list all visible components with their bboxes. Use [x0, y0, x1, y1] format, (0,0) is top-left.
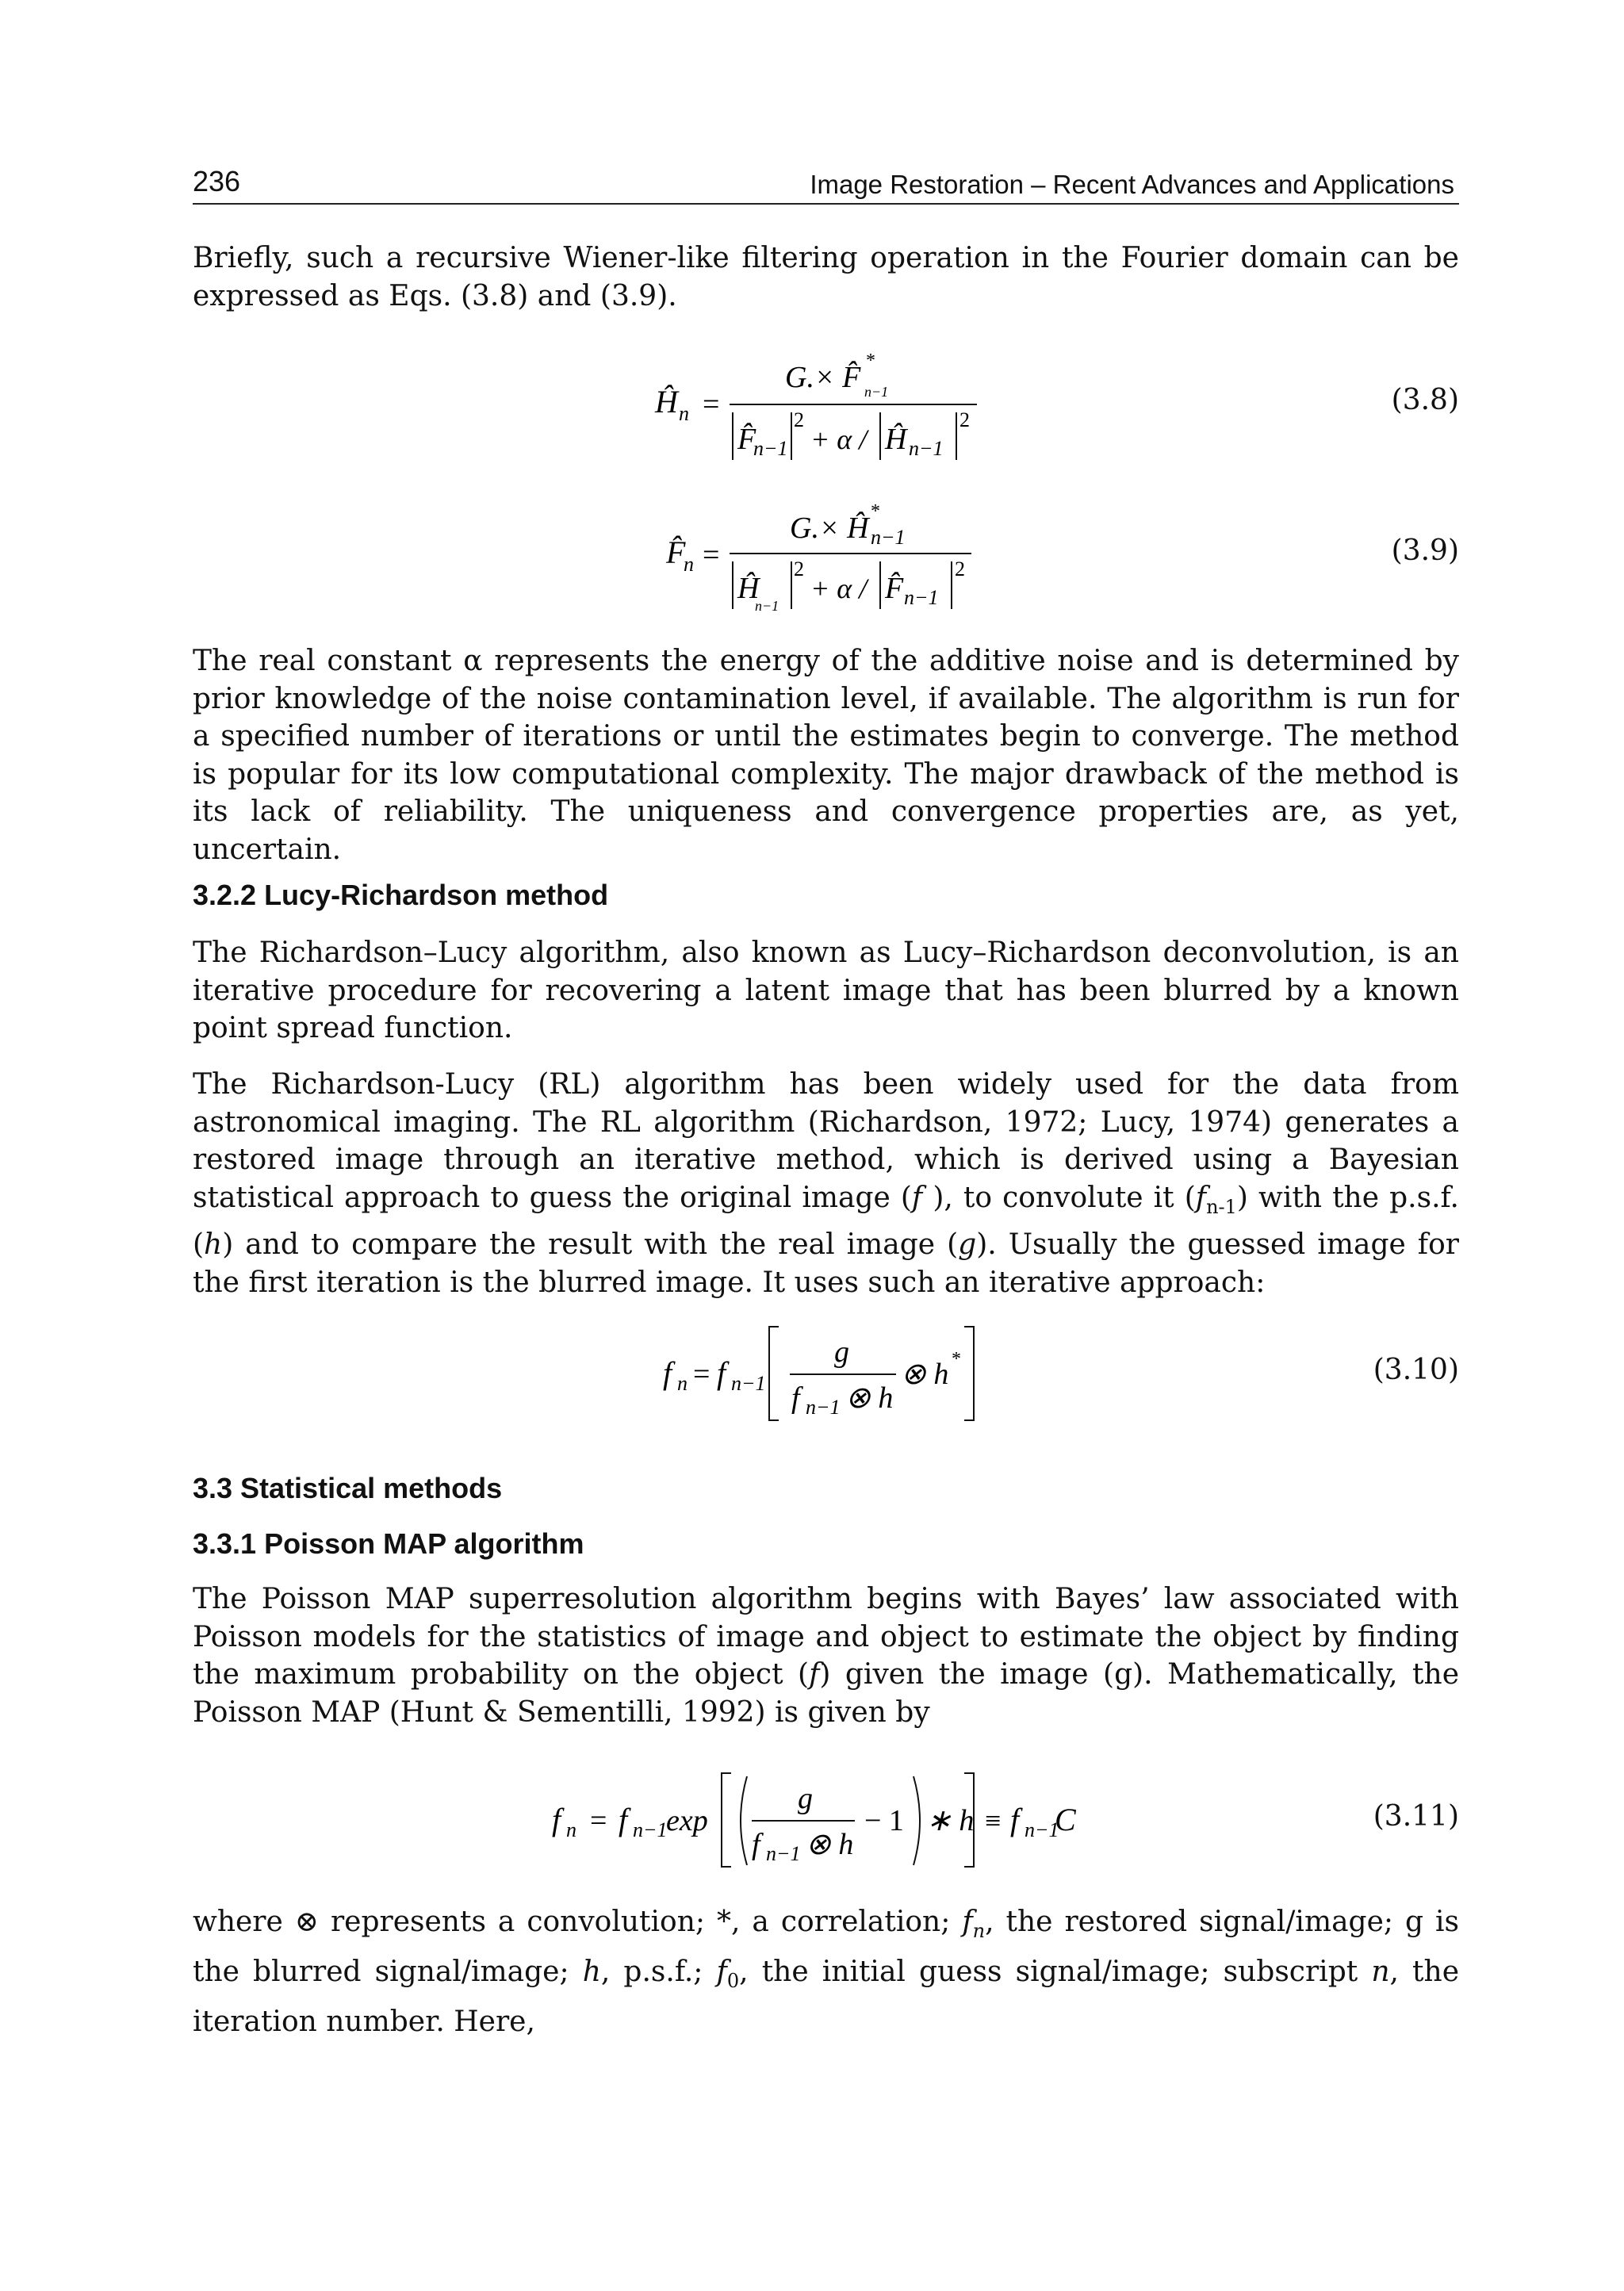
svg-text:n−1: n−1 — [755, 598, 779, 614]
svg-text:≡: ≡ — [985, 1805, 1002, 1837]
alpha-paragraph: The real constant α represents the energy of the additive noise and is determined by prior knowledge of the noise contamination level, if available. The algorithm is run for a specified number of iterations or until the estimates begin to converge. The method is popular for its low computational complexity. The major drawback of the method is its lack of reliability. The uniqueness and convergence properties are, as yet, uncertain. — [193, 645, 1459, 866]
definitions-paragraph: where ⊗ represents a convolution; *, a correlation; $f_n$, the restored signal/image; g is the blurred signal/image; h, p.s.f.; $f_0$, the initial guess signal/image; subscript n, the iteration number. Here, — [193, 1906, 1459, 2039]
equation-3-8 — [650, 349, 983, 480]
equation-3-8-graphic — [650, 349, 983, 476]
svg-text:∗ h: ∗ h — [926, 1804, 975, 1837]
intro-paragraph: Briefly, such a recursive Wiener-like filtering operation in the Fourier domain can be expressed as Eqs. (3.8) and (3.9). — [193, 242, 1459, 312]
svg-text:n−1: n−1 — [909, 437, 944, 460]
svg-text:Ĥ: Ĥ — [655, 384, 678, 420]
svg-text:*: * — [866, 351, 875, 371]
svg-text:n: n — [566, 1818, 576, 1841]
svg-text:n−1: n−1 — [904, 586, 939, 609]
svg-text:n: n — [677, 1372, 688, 1395]
svg-text:n−1: n−1 — [731, 1372, 766, 1395]
svg-text:n: n — [679, 402, 689, 425]
svg-text:f: f — [663, 1355, 672, 1391]
equation-number-3-9: (3.9) — [1391, 534, 1459, 567]
section-heading-3-3-1: 3.3.1 Poisson MAP algorithm — [193, 1527, 584, 1560]
svg-text:n: n — [684, 553, 694, 576]
svg-text:⊗ h: ⊗ h — [845, 1381, 894, 1415]
svg-text:n−1: n−1 — [864, 384, 889, 400]
svg-text:*: * — [952, 1349, 961, 1370]
equation-3-11-graphic — [547, 1767, 1102, 1878]
svg-text:2: 2 — [794, 557, 804, 580]
section-heading-3-2-2: 3.2.2 Lucy-Richardson method — [193, 879, 609, 911]
svg-text:f: f — [619, 1802, 628, 1837]
running-title: Image Restoration – Recent Advances and Applications — [810, 170, 1454, 199]
svg-text:F̂: F̂ — [885, 572, 904, 605]
equation-number-3-8: (3.8) — [1391, 384, 1459, 416]
svg-text:n−1: n−1 — [1025, 1818, 1059, 1841]
svg-text:f: f — [1010, 1802, 1020, 1837]
svg-text:F̂: F̂ — [737, 423, 756, 456]
svg-text:⊗ h: ⊗ h — [806, 1828, 854, 1861]
rl-description-paragraph: The Richardson-Lucy (RL) algorithm has been widely used for the data from astronomical imaging. The RL algorithm (Richardson, 1972; Lucy, 1974) generates a restored image through an iterative method, which is derived using a Bayesian statistical approach to guess the original image (f ), to convolute it $(f_{n-1})$ with the p.s.f. (h) and to compare the result with the real image (g). Usually the guessed image for the first iteration is the blurred image. It uses such an iterative approach: — [193, 1068, 1459, 1299]
section-heading-3-3: 3.3 Statistical methods — [193, 1472, 503, 1504]
svg-text:f: f — [791, 1381, 800, 1415]
svg-text:G.× Ĥ: G.× Ĥ — [790, 511, 869, 545]
svg-text:n−1: n−1 — [766, 1842, 801, 1865]
svg-text:f: f — [752, 1828, 760, 1861]
equation-3-10 — [658, 1320, 991, 1435]
svg-text:G.× F̂: G.× F̂ — [785, 361, 861, 394]
equation-3-9-graphic — [650, 500, 983, 626]
svg-text:n−1: n−1 — [871, 526, 906, 549]
svg-text:g: g — [834, 1335, 849, 1369]
svg-text:2: 2 — [955, 557, 965, 580]
svg-text:⊗ h: ⊗ h — [901, 1358, 949, 1391]
equation-3-9 — [650, 500, 983, 630]
svg-text:=: = — [703, 388, 720, 421]
svg-text:+ α /: + α / — [810, 423, 868, 455]
svg-text:2: 2 — [794, 408, 804, 431]
svg-text:f: f — [552, 1802, 561, 1837]
svg-text:f: f — [717, 1355, 726, 1391]
svg-text:n−1: n−1 — [806, 1396, 841, 1419]
svg-text:g: g — [798, 1782, 813, 1815]
svg-text:2: 2 — [959, 408, 970, 431]
svg-text:F̂: F̂ — [666, 534, 686, 570]
svg-text:C: C — [1055, 1802, 1076, 1837]
svg-text:exp: exp — [666, 1804, 708, 1837]
svg-text:=: = — [703, 538, 720, 572]
svg-text:n−1: n−1 — [633, 1818, 668, 1841]
equation-3-11 — [547, 1767, 1102, 1882]
svg-text:Ĥ: Ĥ — [737, 572, 760, 605]
rl-intro-paragraph: The Richardson–Lucy algorithm, also known as Lucy–Richardson deconvolution, is an iterative procedure for recovering a latent image that has been blurred by a known point spread function. — [193, 937, 1459, 1044]
equation-number-3-10: (3.10) — [1373, 1354, 1459, 1386]
svg-text:− 1: − 1 — [864, 1804, 904, 1837]
svg-text:*: * — [871, 501, 880, 522]
equation-number-3-11: (3.11) — [1373, 1800, 1459, 1833]
page-header — [193, 162, 1459, 205]
equation-3-10-graphic — [658, 1320, 991, 1431]
svg-text:=: = — [590, 1804, 607, 1837]
svg-text:n−1: n−1 — [753, 437, 788, 460]
svg-text:=: = — [693, 1358, 710, 1391]
page-number: 236 — [193, 165, 241, 197]
svg-text:+ α /: + α / — [810, 573, 868, 604]
poisson-map-paragraph: The Poisson MAP superresolution algorithm begins with Bayes’ law associated with Poisson models for the statistics of image and object to estimate the object by finding the maximum probability on the object (f) given the image (g). Mathematically, the Poisson MAP (Hunt & Sementilli, 1992) is given by — [193, 1583, 1460, 1729]
svg-text:Ĥ: Ĥ — [885, 423, 907, 456]
